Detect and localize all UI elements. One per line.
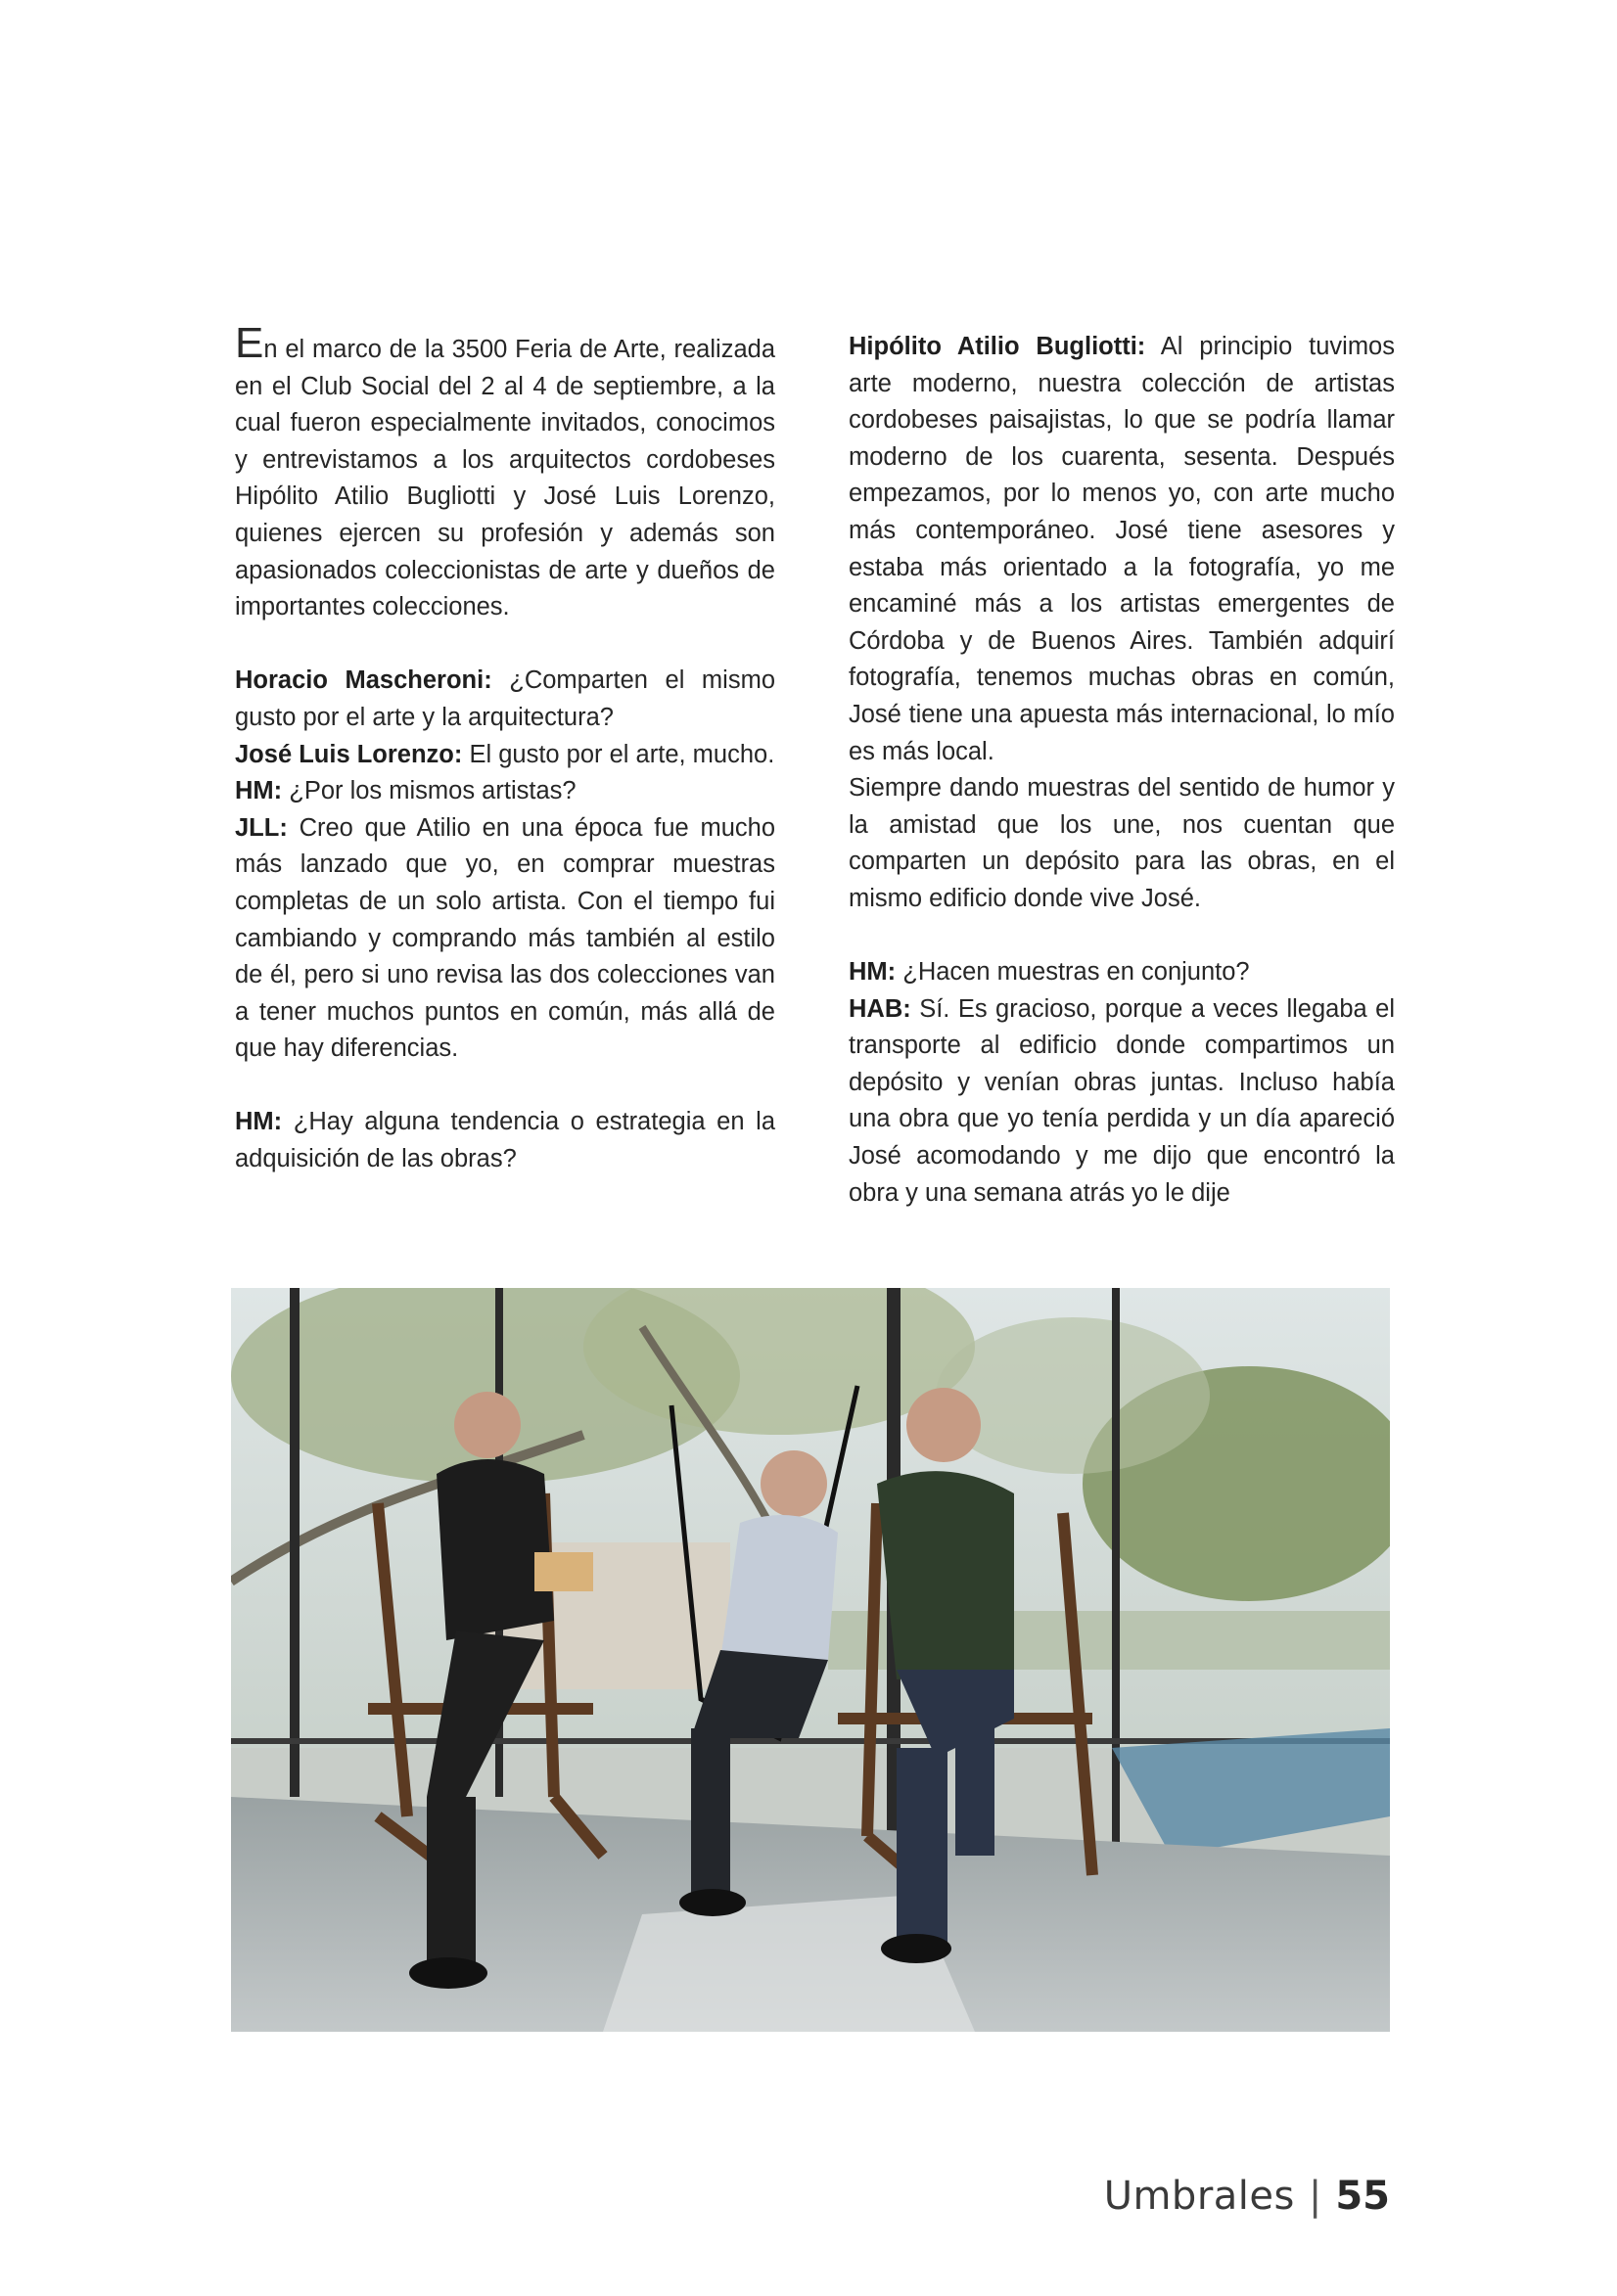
answer-text: Al principio tuvimos arte moderno, nuestra colección de artistas cordobeses paisajistas, lo que se podría llamar moderno de los cuarenta, sesenta. Después empezamos, por lo menos yo, con arte mucho más contemporáneo. José tiene asesores y estaba más orientado a la fotografía, yo me encaminé más a los artistas emergentes de Córdoba y de Buenos Aires. También adquirí fotografía, tenemos muchas obras en común, José tiene una apuesta más internacional, lo mío es más local.: [849, 333, 1395, 765]
answer-paragraph: [235, 737, 775, 774]
answer-text: Sí. Es gracioso, porque a veces llegaba el transporte al edificio donde compartimos un depósito y venían obras juntas. Incluso había una obra que yo tenía perdida y un día apareció José acomodando y me dijo que encontró la obra y una semana atrás yo le dije: [849, 994, 1395, 1207]
answer-paragraph: [849, 991, 1395, 1213]
right-column: [849, 329, 1395, 1212]
question-paragraph: [235, 773, 775, 810]
page-number: 55: [1335, 2174, 1390, 2219]
answer-text: Creo que Atilio en una época fue mucho más lanzado que yo, en comprar muestras completas de un solo artista. Con el tiempo fui cambiando y comprando más también al estilo de él, pero si uno revisa las dos colecciones van a tener muchos puntos en común, más allá de que hay diferencias.: [235, 813, 775, 1063]
question-paragraph: [235, 1104, 775, 1177]
page-footer: [979, 2171, 1390, 2222]
question-text: ¿Por los mismos artistas?: [282, 777, 577, 805]
interview-photo: [231, 1288, 1390, 2032]
speaker-label: Horacio Mascheroni:: [235, 666, 492, 695]
speaker-label: HM:: [849, 958, 897, 987]
speaker-label: HM:: [235, 1108, 283, 1136]
speaker-label: Hipólito Atilio Bugliotti:: [849, 333, 1146, 360]
speaker-label: José Luis Lorenzo:: [235, 740, 463, 768]
speaker-label: JLL:: [235, 813, 288, 842]
question-paragraph: [235, 663, 775, 736]
answer-paragraph: [235, 810, 775, 1068]
narration-paragraph: Siempre dando muestras del sentido de humor y la amistad que los une, nos cuentan que comparten un depósito para las obras, en el mismo edificio donde vive José.: [849, 774, 1395, 912]
left-column: [235, 319, 775, 1178]
speaker-label: HAB:: [849, 994, 911, 1023]
answer-text: El gusto por el arte, mucho.: [462, 740, 775, 768]
question-text: ¿Hacen muestras en conjunto?: [896, 958, 1250, 987]
intro-text: n el marco de la 3500 Feria de Arte, realizada en el Club Social del 2 al 4 de septiembre, a la cual fueron especialmente invitados, conocimos y entrevistamos a los arquitectos cordobeses Hipólito Atilio Bugliotti y José Luis Lorenzo, quienes ejercen su profesión y además son apasionados coleccionistas de arte y dueños de importantes colecciones.: [235, 336, 775, 621]
footer-separator: |: [1308, 2174, 1322, 2219]
question-text: ¿Comparten el mismo gusto por el arte y la arquitectura?: [235, 666, 775, 731]
question-paragraph: [849, 954, 1395, 991]
answer-paragraph: [849, 329, 1395, 770]
speaker-label: HM:: [235, 777, 283, 805]
question-text: ¿Hay alguna tendencia o estrategia en la adquisición de las obras?: [235, 1108, 775, 1173]
drop-cap: E: [235, 319, 264, 367]
magazine-name: Umbrales: [1103, 2174, 1295, 2219]
intro-paragraph: [235, 319, 775, 626]
